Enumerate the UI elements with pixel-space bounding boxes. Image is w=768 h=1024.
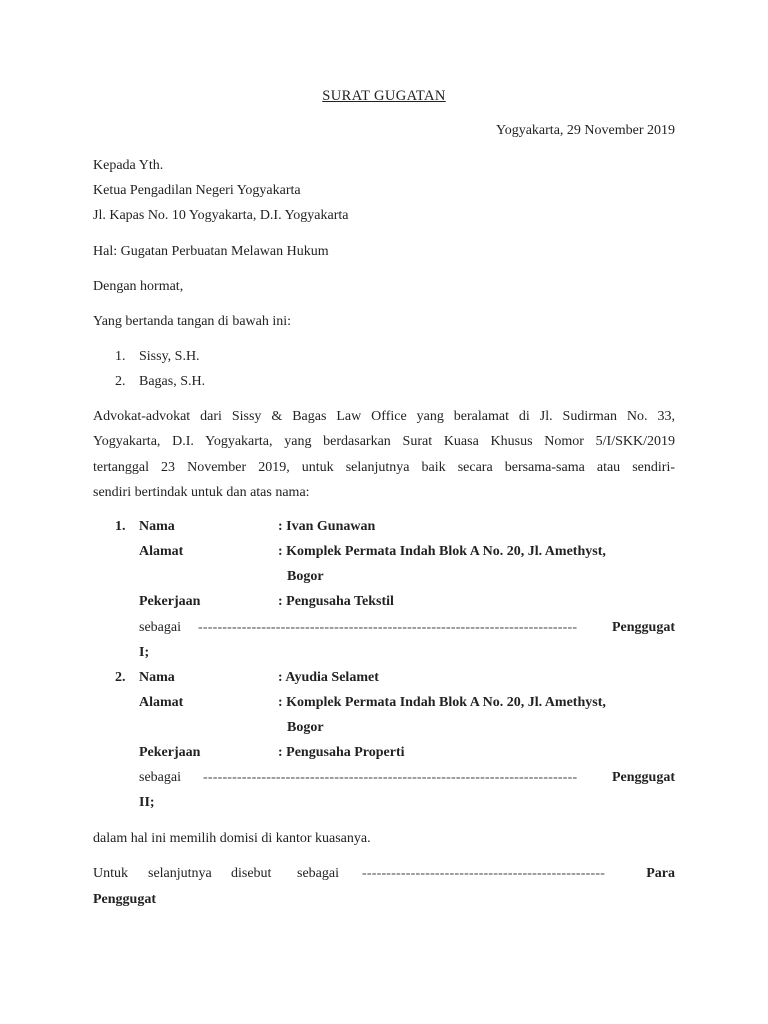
closing-role-cont: Penggugat (93, 892, 156, 907)
party-number: 2. (115, 670, 126, 685)
sebagai-label: sebagai (139, 620, 181, 635)
party-number: 1. (115, 519, 126, 534)
intro-line: Yang bertanda tangan di bawah ini: (93, 314, 292, 329)
recipient-line-3: Jl. Kapas No. 10 Yogyakarta, D.I. Yogyakarta (93, 208, 349, 223)
date-line: Yogyakarta, 29 November 2019 (496, 123, 675, 138)
recipient-line-1: Kepada Yth. (93, 158, 164, 173)
domicile-line: dalam hal ini memilih domisi di kantor kuasanya. (93, 831, 371, 846)
party-occupation: : Pengusaha Tekstil (278, 594, 394, 609)
party-name: : Ivan Gunawan (278, 519, 376, 534)
closing-word: selanjutnya (148, 866, 212, 881)
signatory-name: Sissy, S.H. (139, 349, 200, 364)
party-role-cont: II; (139, 795, 155, 810)
closing-word: disebut (231, 866, 272, 881)
party-address: : Komplek Permata Indah Blok A No. 20, Jl. Amethyst, (278, 544, 606, 559)
field-label-pekerjaan: Pekerjaan (139, 594, 201, 609)
field-label-nama: Nama (139, 519, 175, 534)
closing-word: sebagai (297, 866, 339, 881)
party-address-cont: Bogor (287, 569, 324, 584)
party-name: : Ayudia Selamet (278, 670, 379, 685)
dash-separator: -------------------------------------------------- (362, 866, 606, 881)
document-title: SURAT GUGATAN (322, 88, 446, 104)
party-role-cont: I; (139, 645, 150, 660)
sebagai-label: sebagai (139, 770, 181, 785)
field-label-alamat: Alamat (139, 544, 184, 559)
body-paragraph-line: Advokat-advokat dari Sissy & Bagas Law Office yang beralamat di Jl. Sudirman No. 33, (93, 409, 675, 424)
body-paragraph-line: sendiri bertindak untuk dan atas nama: (93, 485, 310, 500)
closing-role: Para (646, 866, 675, 881)
party-address-cont: Bogor (287, 720, 324, 735)
salutation: Dengan hormat, (93, 279, 184, 294)
dash-separator: ------------------------------------------------------------------------------ (198, 620, 578, 635)
party-role: Penggugat (612, 770, 675, 785)
subject-line: Hal: Gugatan Perbuatan Melawan Hukum (93, 244, 329, 259)
signatory-name: Bagas, S.H. (139, 374, 206, 389)
body-paragraph-line: Yogyakarta, D.I. Yogyakarta, yang berdasarkan Surat Kuasa Khusus Nomor 5/I/SKK/2019 (93, 434, 675, 449)
field-label-alamat: Alamat (139, 695, 184, 710)
signatory-number: 2. (115, 374, 126, 389)
party-role: Penggugat (612, 620, 675, 635)
recipient-line-2: Ketua Pengadilan Negeri Yogyakarta (93, 183, 301, 198)
field-label-pekerjaan: Pekerjaan (139, 745, 201, 760)
party-address: : Komplek Permata Indah Blok A No. 20, Jl. Amethyst, (278, 695, 606, 710)
closing-word: Untuk (93, 866, 128, 881)
field-label-nama: Nama (139, 670, 175, 685)
signatory-number: 1. (115, 349, 126, 364)
dash-separator: ----------------------------------------------------------------------------- (203, 770, 578, 785)
body-paragraph-line: tertanggal 23 November 2019, untuk selanjutnya baik secara bersama-sama atau sendiri- (93, 460, 675, 475)
party-occupation: : Pengusaha Properti (278, 745, 405, 760)
